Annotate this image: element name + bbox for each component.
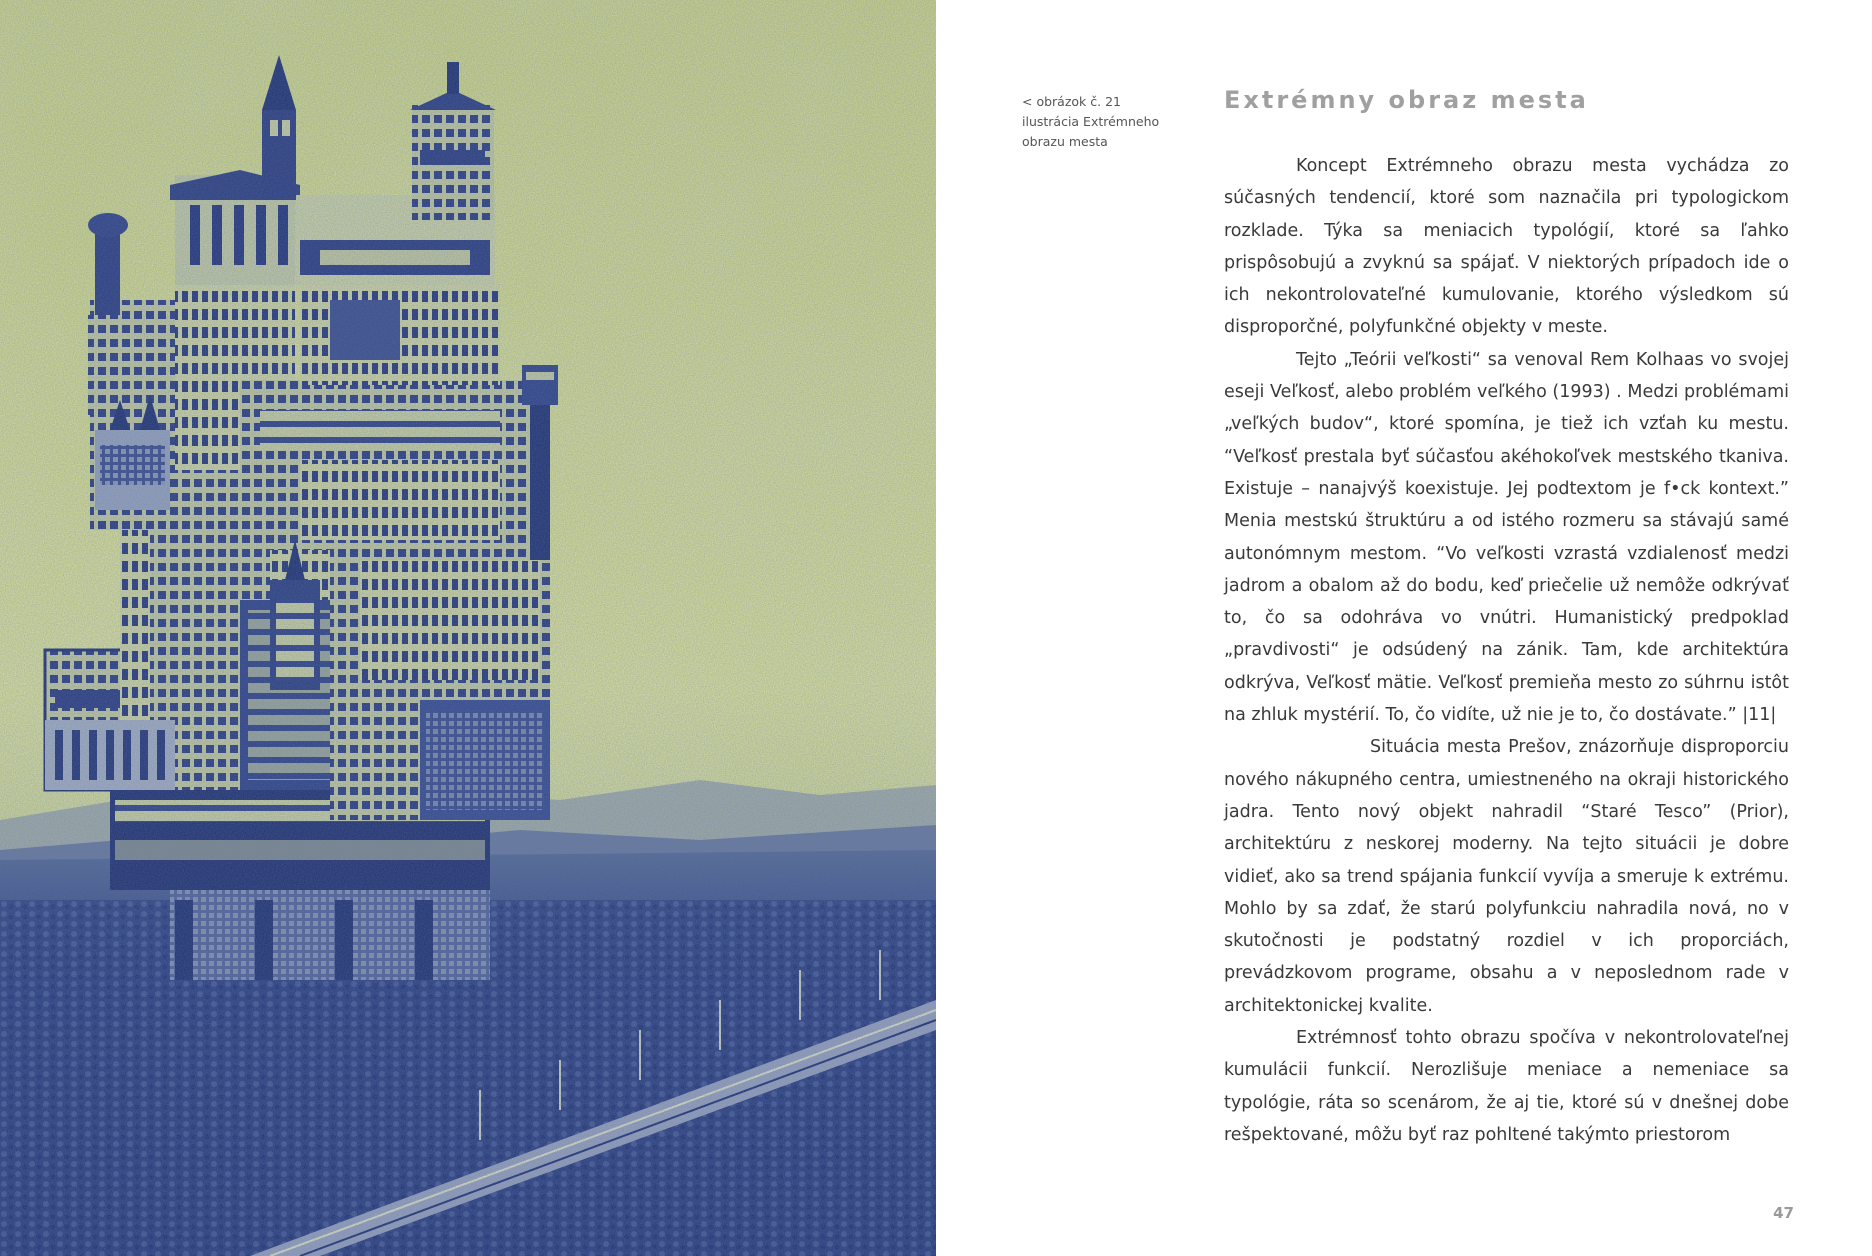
text-page [936, 0, 1872, 1256]
caption-figure-reference: < obrázok č. 21 [1022, 94, 1121, 109]
chapter-title: Extrémny obraz mesta [1224, 86, 1589, 114]
page-number: 47 [1773, 1204, 1794, 1222]
paragraph: Koncept Extrémneho obrazu mesta vychádza zo súčasných tendencií, ktoré som naznačila pri typologickom rozklade. Týka sa meniacich typológií, ktoré sa ľahko prispôsobujú a zvyknú sa spájať. V niektorých prípadoch ide o ich nekontrolovateľné kumulovanie, ktorého výsledkom sú disproporčné, polyfunkčné objekty v meste. [1224, 156, 1789, 338]
paragraph: Tejto „Teórii veľkosti“ sa venoval Rem Kolhaas vo svojej eseji Veľkosť, alebo problém veľkého (1993) . Medzi problémami „veľkých budov“, ktoré spomína, je tiež ich vzťah ku mestu. “Veľkosť prestala byť súčasťou akéhokoľvek mestského tkaniva. Existuje – nanajvýš koexistuje. Jej podtextom je f•ck kontext.” Menia mestskú štruktúru a od istého rozmeru sa stávajú samé autonómnym mestom. “Vo veľkosti vzrastá vzdialenosť medzi jadrom a obalom až do bodu, keď priečelie už nemôže odkrývať to, čo sa odohráva vo vnútri. Humanistický predpoklad „pravdivosti“ je odsúdený na zánik. Tam, kde architektúra odkrýva, Veľkosť mätie. Veľkosť premieňa mesto zo súhrnu istôt na zhluk mystérií. To, čo vidíte, už nie je to, čo dostávate.” |11| [1224, 349, 1789, 726]
caption-description-line: obrazu mesta [1022, 134, 1108, 149]
body-text [1224, 150, 1789, 1151]
paragraph: Extrémnosť tohto obrazu spočíva v nekontrolovateľnej kumulácii funkcií. Nerozlišuje meniace a nemeniace sa typológie, ráta so scenárom, že aj tie, ktoré sú v dnešnej dobe rešpektované, môžu byť raz pohltené takýmto priestorom [1224, 1028, 1789, 1145]
figure-caption [1022, 92, 1182, 152]
caption-description-line: ilustrácia Extrémneho [1022, 114, 1160, 129]
paragraph: Situácia mesta Prešov, znázorňuje disproporciu nového nákupného centra, umiestneného na okraji historického jadra. Tento nový objekt nahradil “Staré Tesco” (Prior), architektúru z neskorej moderny. Na tejto situácii je dobre vidieť, ako sa trend spájania funkcií vyvíja a smeruje k extrému. Mohlo by sa zdať, že starú polyfunkciu nahradila nová, no v skutočnosti je podstatný rozdiel v ich proporciách, prevádzkovom programe, obsahu a v neposlednom rade v architektonickej kvalite. [1224, 737, 1789, 1016]
